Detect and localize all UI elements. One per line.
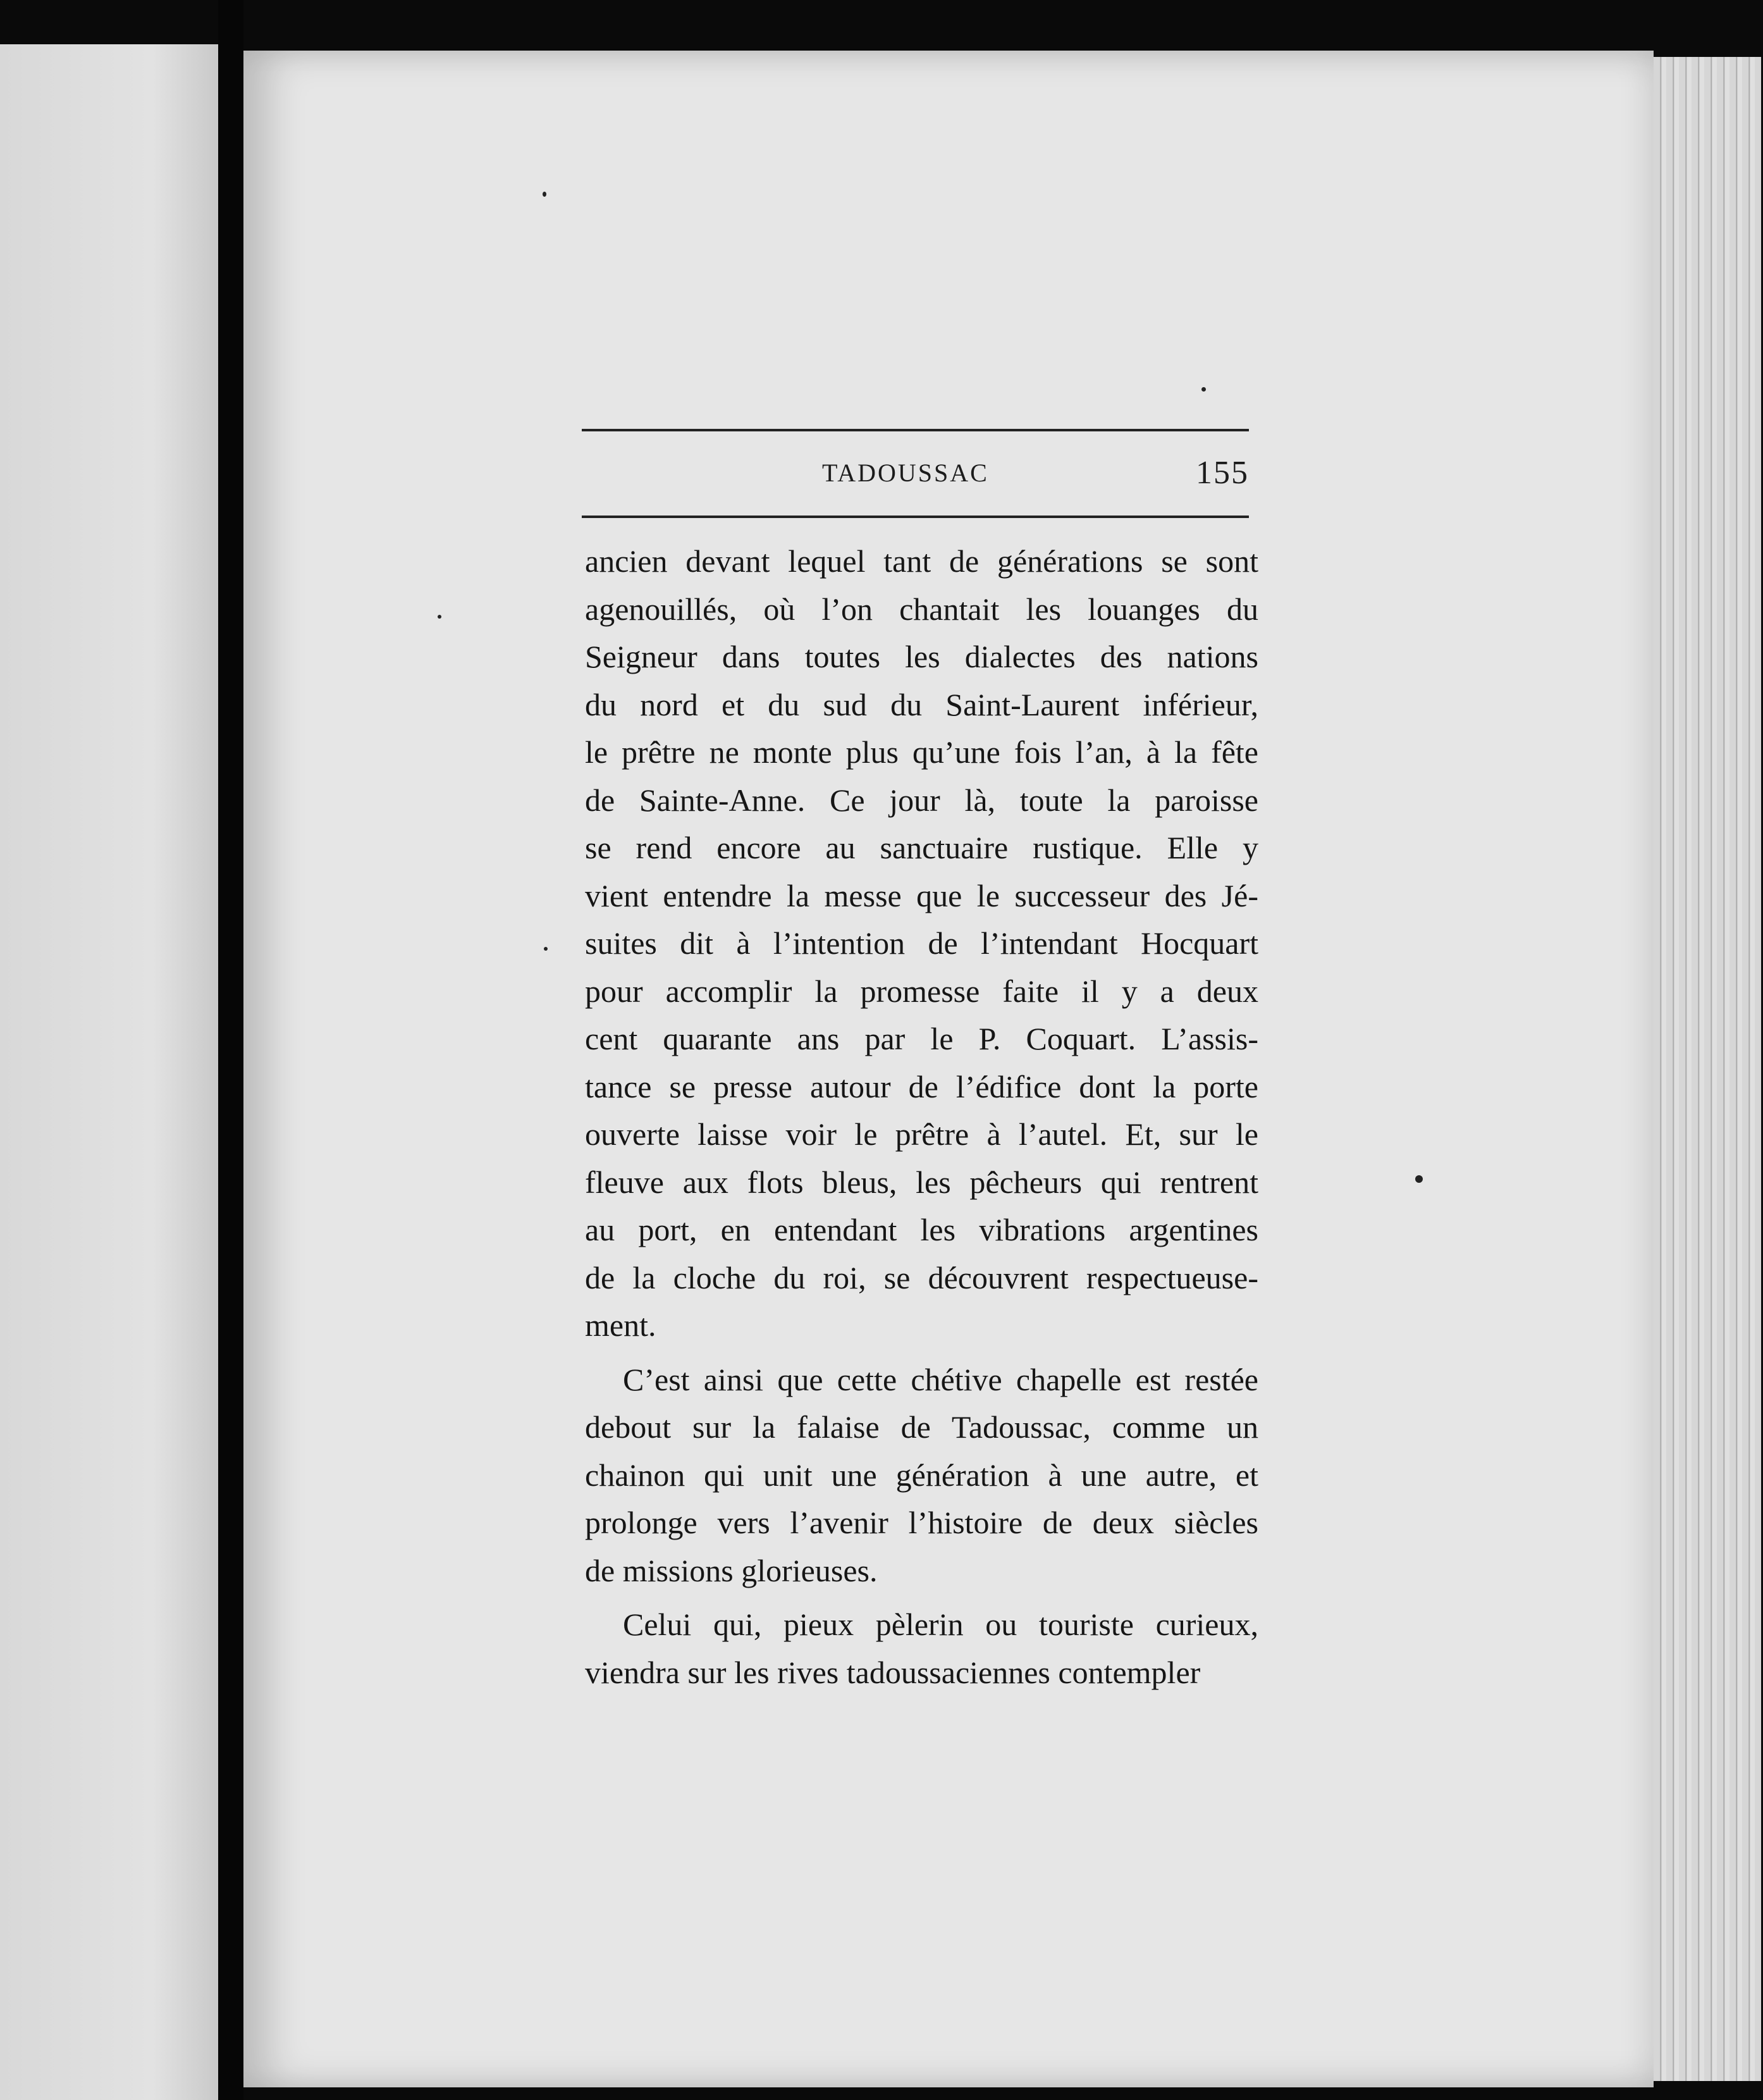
running-head [582, 454, 1249, 498]
page-number: 155 [1196, 455, 1249, 491]
paragraph [585, 538, 1258, 1350]
text-line: debout sur la falaise de Tadoussac, comme un [585, 1409, 1258, 1445]
page-stack-edges [1654, 57, 1761, 2081]
book-gutter [218, 0, 243, 2100]
paragraph-gap [585, 1595, 1258, 1601]
text-line: suites dit à l’intention de l’intendant Hocquart [585, 925, 1258, 961]
text-line: de la cloche du roi, se découvrent respectueuse- [585, 1259, 1258, 1295]
dust-speck [543, 192, 546, 197]
text-line: Celui qui, pieux pèlerin ou touriste curieux, [623, 1607, 1258, 1642]
text-line: de Sainte-Anne. Ce jour là, toute la paroisse [585, 782, 1258, 818]
text-line: Seigneur dans toutes les dialectes des nations [585, 639, 1258, 674]
text-line: du nord et du sud du Saint-Laurent inférieur, [585, 686, 1258, 722]
text-line: chainon qui unit une génération à une autre, et [585, 1457, 1258, 1493]
text-line: tance se presse autour de l’édifice dont la porte [585, 1068, 1258, 1104]
text-line: agenouillés, où l’on chantait les louanges du [585, 591, 1258, 627]
paragraph-gap [585, 1350, 1258, 1356]
body-text [585, 538, 1258, 1696]
text-line: C’est ainsi que cette chétive chapelle est restée [623, 1361, 1258, 1397]
text-line: le prêtre ne monte plus qu’une fois l’an, à la fête [585, 734, 1258, 770]
text-line: ouverte laisse voir le prêtre à l’autel. Et, sur le [585, 1116, 1258, 1152]
header-rule-bottom [582, 516, 1249, 518]
text-line: pour accomplir la promesse faite il y a deux [585, 973, 1258, 1009]
paragraph [585, 1356, 1258, 1595]
text-line: cent quarante ans par le P. Coquart. L’assis- [585, 1021, 1258, 1056]
text-line: au port, en entendant les vibrations argentines [585, 1212, 1258, 1247]
text-line: viendra sur les rives tadoussaciennes contempler [585, 1654, 1201, 1690]
text-line: fleuve aux flots bleus, les pêcheurs qui rentrent [585, 1164, 1258, 1200]
text-line: ment. [585, 1307, 656, 1343]
paragraph [585, 1601, 1258, 1696]
left-page-edge [0, 44, 218, 2100]
header-rule-top [582, 429, 1249, 431]
text-line: de missions glorieuses. [585, 1552, 878, 1588]
text-line: se rend encore au sanctuaire rustique. Elle y [585, 830, 1258, 865]
text-line: prolonge vers l’avenir l’histoire de deux siècles [585, 1505, 1258, 1540]
running-title: TADOUSSAC [822, 459, 989, 487]
dust-speck [438, 615, 441, 619]
dust-speck [544, 947, 548, 951]
text-line: vient entendre la messe que le successeur des Jé- [585, 877, 1258, 913]
dust-speck [1201, 387, 1206, 392]
dust-speck [1415, 1175, 1423, 1183]
text-line: ancien devant lequel tant de générations se sont [585, 543, 1258, 579]
